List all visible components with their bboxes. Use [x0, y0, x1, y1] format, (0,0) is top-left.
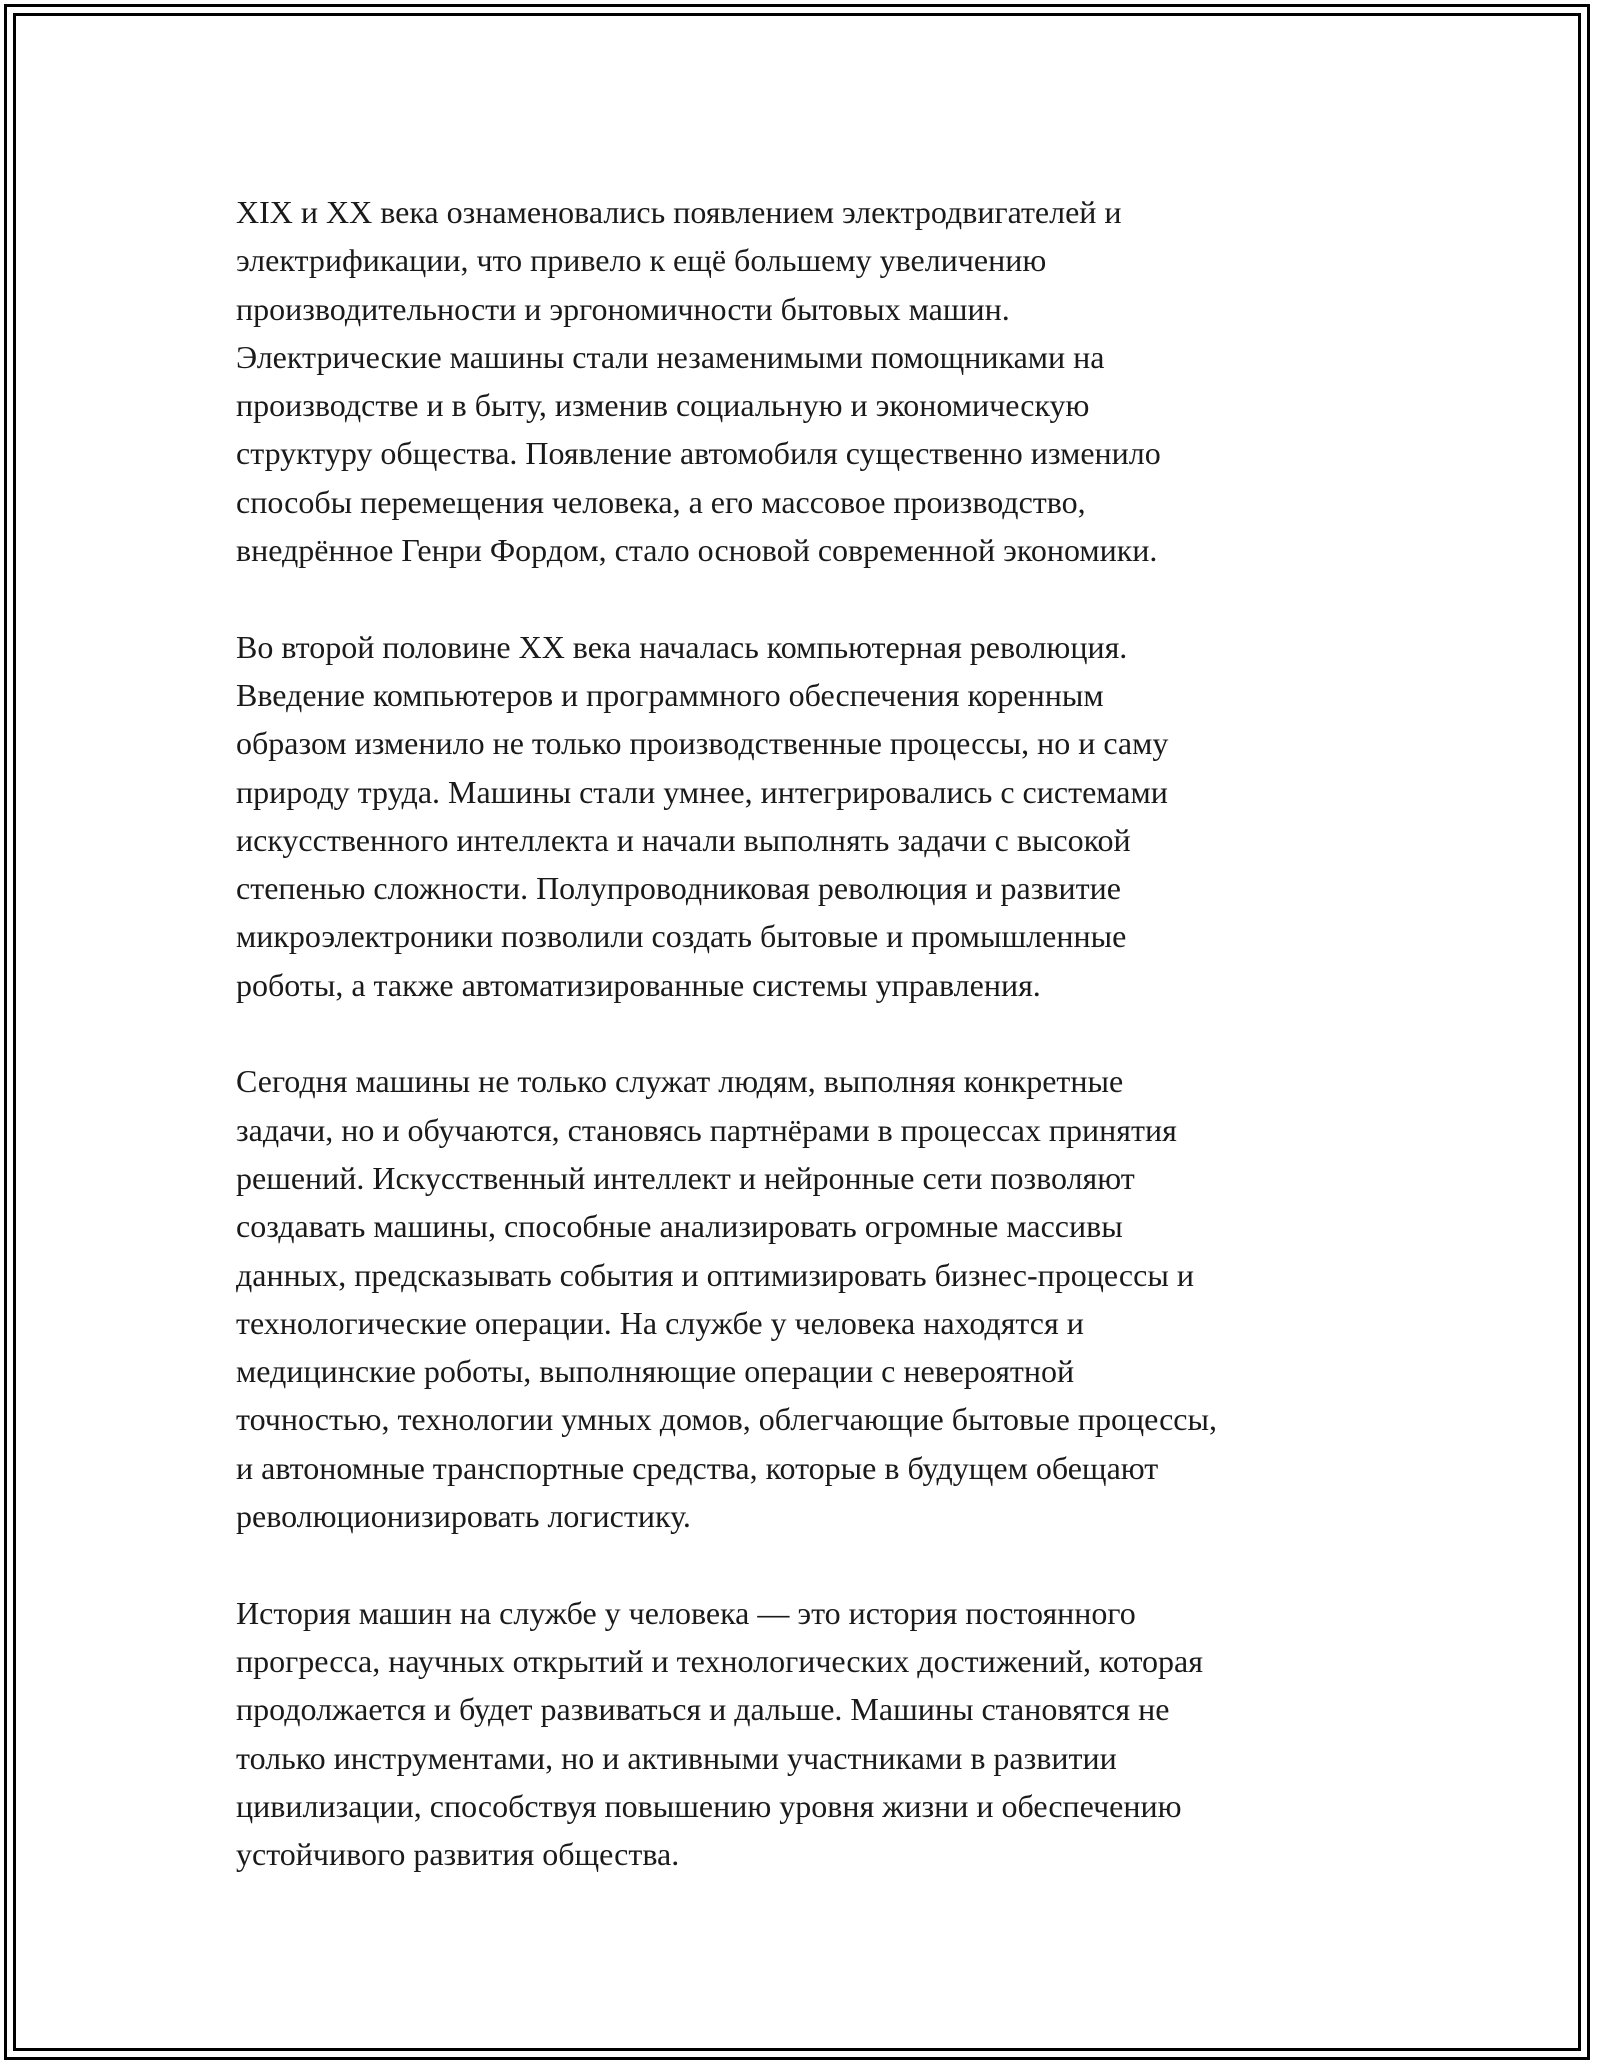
document-body [236, 188, 1416, 1878]
paragraph-line: только инструментами, но и активными участниками в развитии [236, 1739, 1117, 1776]
paragraph-line: электрификации, что привело к ещё большему увеличению [236, 242, 1047, 279]
paragraph-line: решений. Искусственный интеллект и нейронные сети позволяют [236, 1159, 1135, 1196]
paragraph-line: цивилизации, способствуя повышению уровня жизни и обеспечению [236, 1787, 1182, 1824]
paragraph-line: способы перемещения человека, а его массовое производство, [236, 483, 1086, 520]
paragraph-line: медицинские роботы, выполняющие операции с невероятной [236, 1353, 1075, 1390]
paragraph-line: продолжается и будет развиваться и дальше. Машины становятся не [236, 1691, 1170, 1728]
paragraph-4 [236, 1589, 1416, 1879]
paragraph-line: Во второй половине XX века началась компьютерная революция. [236, 628, 1128, 665]
paragraph-line: точностью, технологии умных домов, облегчающие бытовые процессы, [236, 1401, 1217, 1438]
paragraph-line: производительности и эргономичности бытовых машин. [236, 290, 1010, 327]
paragraph-line: внедрённое Генри Фордом, стало основой современной экономики. [236, 532, 1158, 569]
paragraph-line: образом изменило не только производственные процессы, но и саму [236, 725, 1169, 762]
paragraph-line: Введение компьютеров и программного обеспечения коренным [236, 676, 1104, 713]
paragraph-line: роботы, а также автоматизированные системы управления. [236, 966, 1041, 1003]
paragraph-line: микроэлектроники позволили создать бытовые и промышленные [236, 918, 1127, 955]
paragraph-1 [236, 188, 1416, 574]
paragraph-line: производстве и в быту, изменив социальную и экономическую [236, 387, 1090, 424]
paragraph-line: революционизировать логистику. [236, 1498, 691, 1535]
paragraph-line: степенью сложности. Полупроводниковая революция и развитие [236, 870, 1121, 907]
paragraph-line: Электрические машины стали незаменимыми помощниками на [236, 338, 1105, 375]
paragraph-line: технологические операции. На службе у человека находятся и [236, 1304, 1084, 1341]
paragraph-line: задачи, но и обучаются, становясь партнёрами в процессах принятия [236, 1111, 1177, 1148]
paragraph-3 [236, 1057, 1416, 1540]
paragraph-line: История машин на службе у человека — это история постоянного [236, 1594, 1136, 1631]
paragraph-line: природу труда. Машины стали умнее, интегрировались с системами [236, 773, 1168, 810]
paragraph-line: устойчивого развития общества. [236, 1836, 680, 1873]
paragraph-line: и автономные транспортные средства, которые в будущем обещают [236, 1449, 1159, 1486]
paragraph-line: данных, предсказывать события и оптимизировать бизнес-процессы и [236, 1256, 1194, 1293]
paragraph-line: структуру общества. Появление автомобиля существенно изменило [236, 435, 1161, 472]
paragraph-line: искусственного интеллекта и начали выполнять задачи с высокой [236, 821, 1131, 858]
paragraph-line: создавать машины, способные анализировать огромные массивы [236, 1208, 1123, 1245]
paragraph-line: XIX и XX века ознаменовались появлением электродвигателей и [236, 194, 1122, 230]
paragraph-line: Сегодня машины не только служат людям, выполняя конкретные [236, 1063, 1124, 1100]
paragraph-2 [236, 623, 1416, 1009]
paragraph-line: прогресса, научных открытий и технологических достижений, которая [236, 1642, 1203, 1679]
